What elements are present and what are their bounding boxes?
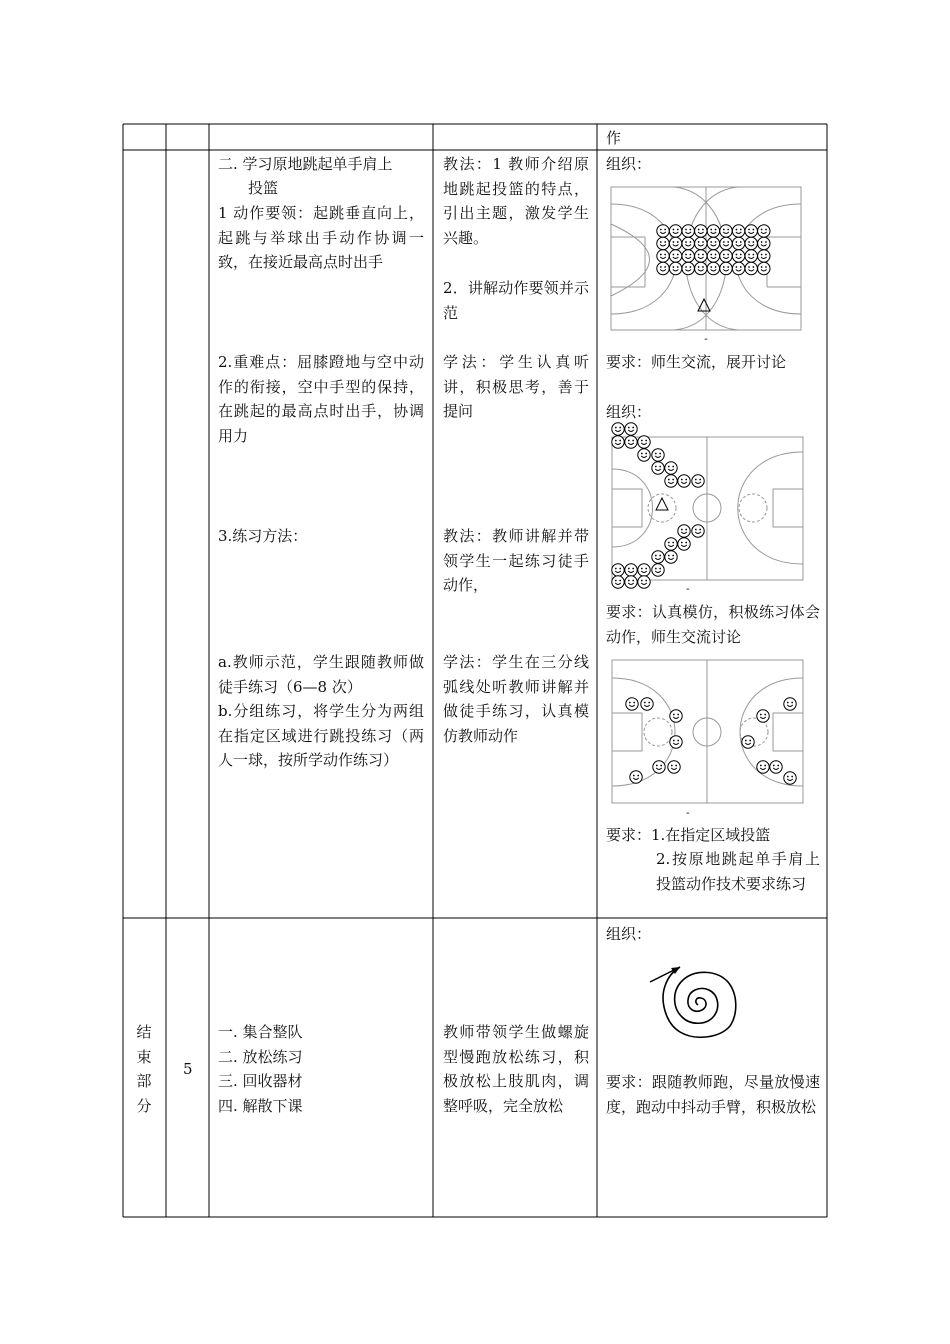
student-smiley-icon: [732, 237, 744, 249]
student-smiley-icon: [625, 423, 637, 435]
student-groups: [626, 698, 796, 784]
student-smiley-icon: [745, 262, 757, 274]
student-smiley-icon: [732, 225, 744, 237]
student-smiley-icon: [626, 698, 638, 710]
student-smiley-icon: [692, 475, 704, 487]
court-diagram-formation: [608, 184, 804, 346]
student-smiley-icon: [742, 736, 754, 748]
part-char-2: 束: [136, 1047, 152, 1066]
student-smiley-icon: [732, 250, 744, 262]
student-smiley-icon: [630, 771, 642, 783]
requirement-3-line2-text: 2.按原地跳起单手肩上投篮动作技术要求练习: [656, 850, 820, 893]
student-smiley-icon: [745, 225, 757, 237]
student-smiley-icon: [707, 225, 719, 237]
learning-method-1: 学法：学生认真听讲，积极思考，善于提问: [443, 353, 589, 420]
court-diagram-groups: [606, 656, 806, 820]
student-smiley-icon: [652, 462, 664, 474]
student-smiley-icon: [612, 576, 624, 588]
practice-item-a: a.教师示范，学生跟随教师做徒手练习（6—8 次）: [218, 653, 424, 696]
student-smiley-icon: [669, 250, 681, 262]
teaching-method-2: 2．讲解动作要领并示范: [443, 279, 589, 322]
student-smiley-icon: [692, 525, 704, 537]
part-char-1: 结: [136, 1023, 152, 1041]
student-smiley-icon: [682, 225, 694, 237]
student-smiley-icon: [638, 564, 650, 576]
student-smiley-icon: [669, 262, 681, 274]
closing-item-3: 三. 回收器材: [218, 1072, 303, 1090]
closing-content: [218, 1020, 303, 1118]
student-smiley-icon: [638, 449, 650, 461]
student-smiley-icon: [682, 250, 694, 262]
student-smiley-icon: [770, 761, 782, 773]
student-smiley-icon: [695, 250, 707, 262]
organization-label-1: 组织：: [606, 155, 652, 173]
student-smiley-icon: [612, 423, 624, 435]
student-smiley-icon: [652, 449, 664, 461]
student-smiley-icon: [758, 250, 770, 262]
closing-org-label: 组织：: [606, 925, 652, 943]
teaching-method-1: 教法：1 教师介绍原地跳起投篮的特点，引出主题，激发学生兴趣。: [443, 155, 589, 247]
student-smiley-icon: [758, 262, 770, 274]
student-smiley-icon: [665, 475, 677, 487]
student-smiley-icon: [720, 225, 732, 237]
student-smiley-icon: [668, 761, 680, 773]
student-smiley-icon: [682, 262, 694, 274]
student-smiley-icon: [758, 237, 770, 249]
requirement-3-line2-first: [606, 847, 820, 896]
student-smiley-icon: [652, 551, 664, 563]
student-smiley-icon: [745, 250, 757, 262]
student-smiley-icon: [678, 475, 690, 487]
student-smiley-icon: [707, 237, 719, 249]
student-smiley-icon: [625, 564, 637, 576]
lesson-title-line1: 二. 学习原地跳起单手肩上: [218, 155, 393, 173]
spiral-path: [663, 967, 736, 1037]
student-smiley-icon: [784, 698, 796, 710]
student-smiley-icon: [707, 262, 719, 274]
spiral-run-diagram: [640, 950, 760, 1045]
student-smiley-icon: [653, 761, 665, 773]
student-smiley-icon: [678, 525, 690, 537]
student-smiley-icon: [720, 250, 732, 262]
teacher-triangle-icon: [656, 498, 668, 510]
student-smiley-icon: [695, 262, 707, 274]
student-smiley-icon: [784, 772, 796, 784]
closing-method: 教师带领学生做螺旋型慢跑放松练习，积极放松上肢肌肉，调整呼吸，完全放松: [443, 1023, 589, 1115]
student-smiley-icon: [665, 538, 677, 550]
closing-item-2: 二. 放松练习: [218, 1047, 303, 1066]
student-smiley-icon: [757, 710, 769, 722]
court-diagram-arc: [606, 422, 806, 594]
student-smiley-icon: [612, 564, 624, 576]
student-smiley-icon: [670, 736, 682, 748]
student-smiley-icon: [678, 538, 690, 550]
header-cell-text: 作: [606, 129, 622, 147]
student-smiley-icon: [695, 225, 707, 237]
student-smiley-icon: [625, 436, 637, 448]
requirement-2: 要求：认真模仿，积极练习体会动作，师生交流讨论: [606, 603, 820, 646]
student-smiley-icon: [657, 250, 669, 262]
learning-method-2: 学法：学生在三分线弧线处听教师讲解并做徒手练习，认真模仿教师动作: [443, 653, 589, 745]
diagram-dash: -: [704, 334, 708, 345]
student-smiley-icon: [638, 436, 650, 448]
student-smiley-icon: [657, 237, 669, 249]
student-smiley-icon: [757, 761, 769, 773]
student-smiley-icon: [657, 262, 669, 274]
student-smiley-icon: [745, 237, 757, 249]
student-smiley-icon: [612, 436, 624, 448]
student-formation: [657, 225, 770, 275]
student-smiley-icon: [732, 262, 744, 274]
action-essentials: 1 动作要领：起跳垂直向上，起跳与举球出手动作协调一致，在接近最高点时出手: [218, 204, 424, 271]
teaching-method-3: 教法：教师讲解并带领学生一起练习徒手动作，: [443, 527, 589, 594]
student-smiley-icon: [720, 262, 732, 274]
teacher-triangle-icon: [698, 299, 710, 311]
student-smiley-icon: [720, 237, 732, 249]
student-smiley-icon: [638, 576, 650, 588]
student-smiley-icon: [707, 250, 719, 262]
organization-label-2: 组织：: [606, 403, 652, 421]
student-smiley-icon: [641, 698, 653, 710]
student-smiley-icon: [665, 462, 677, 474]
closing-item-1: 一. 集合整队: [218, 1023, 303, 1041]
lesson-title-line2: 投篮: [248, 179, 279, 197]
closing-item-4: 四. 解散下课: [218, 1096, 303, 1115]
key-difficulties: 2.重难点：屈膝蹬地与空中动作的衔接，空中手型的保持，在跳起的最高点时出手，协调用力: [218, 353, 424, 445]
student-smiley-icon: [669, 237, 681, 249]
diagram-dash: -: [686, 584, 690, 594]
student-smiley-icon: [670, 710, 682, 722]
closing-requirement: 要求：跟随教师跑，尽量放慢速度，跑动中抖动手臂，积极放松: [606, 1073, 820, 1116]
part-time: 5: [183, 1060, 193, 1078]
requirement-3-line1: 要求：1.在指定区域投篮: [606, 826, 771, 844]
practice-item-b: b.分组练习，将学生分为两组在指定区域进行跳投练习（两人一球，按所学动作练习）: [218, 702, 424, 769]
student-smiley-icon: [665, 551, 677, 563]
student-smiley-icon: [758, 225, 770, 237]
diagram-dash: -: [686, 808, 690, 819]
part-char-4: 分: [136, 1096, 152, 1115]
student-smiley-icon: [625, 576, 637, 588]
student-smiley-icon: [695, 237, 707, 249]
student-smiley-icon: [682, 237, 694, 249]
student-smiley-icon: [657, 225, 669, 237]
part-char-3: 部: [136, 1072, 152, 1090]
practice-method-heading: 3.练习方法：: [218, 527, 308, 545]
student-smiley-icon: [652, 564, 664, 576]
student-smiley-icon: [669, 225, 681, 237]
part-name: [134, 1020, 154, 1118]
requirement-1: 要求：师生交流，展开讨论: [606, 353, 787, 371]
